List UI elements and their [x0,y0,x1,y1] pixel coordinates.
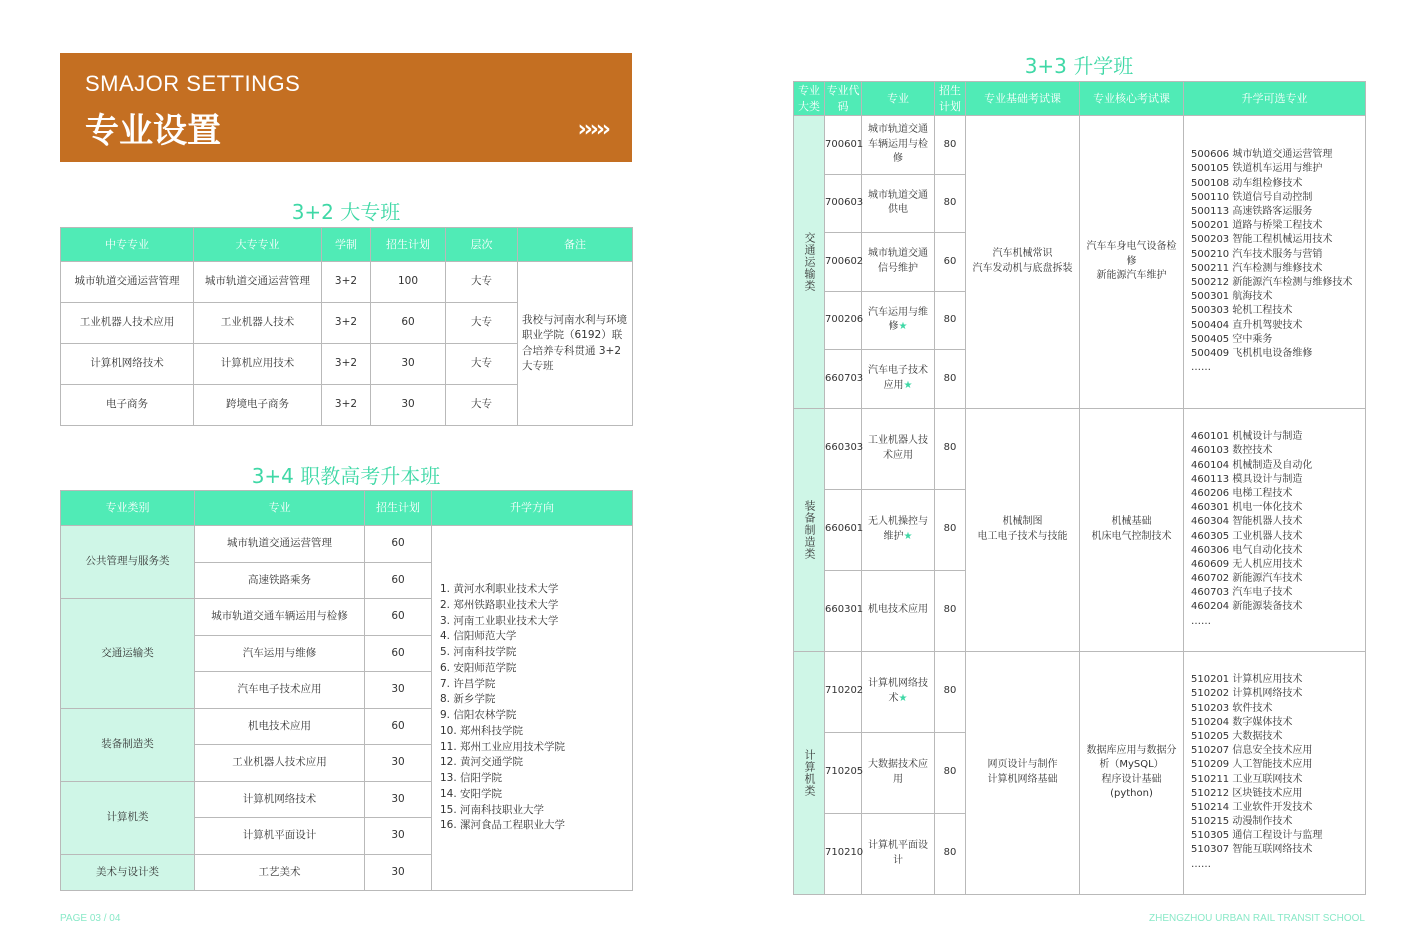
optional-major: 510203 软件技术 [1191,702,1273,714]
basic-course: 计算机网络基础 [987,773,1058,785]
table-3plus4 [60,490,633,891]
plan-cell: 80 [935,651,966,732]
basic-course: 汽车机械常识 [992,248,1053,260]
star-icon: ★ [903,379,913,391]
direction-item: 10. 郑州科技学院 [440,724,524,737]
direction-item: 8. 新乡学院 [440,693,496,706]
category-label: 装备制造类 [802,499,816,560]
plan-cell: 30 [365,781,432,818]
core-course: 新能源汽车维护 [1096,270,1167,281]
table-3plus3 [793,81,1366,895]
table-cell: 3+2 [322,385,371,426]
table-cell: 跨境电子商务 [194,385,322,426]
column-header: 专业类别 [61,491,195,526]
optional-major: 510211 工业互联网技术 [1191,773,1303,785]
major-cell: 计算机网络技术 [195,781,365,818]
major-cell [862,570,935,651]
code-cell: 660703 [825,350,862,409]
plan-cell: 80 [935,174,966,233]
optional-major: 500405 空中乘务 [1191,333,1273,345]
column-header: 中专专业 [61,228,194,262]
plan-cell: 60 [365,635,432,672]
table-cell: 30 [371,385,446,426]
star-icon: ★ [898,321,908,333]
code-cell: 700603 [825,174,862,233]
direction-item: 1. 黄河水利职业技术大学 [440,583,559,595]
column-header: 升学方向 [432,491,633,526]
direction-item: 2. 郑州铁路职业技术大学 [440,598,559,611]
table-cell: 3+2 [322,344,371,385]
column-header: 专业代码 [825,82,862,116]
core-course: (python) [1110,788,1153,799]
optional-major: 510205 大数据技术 [1191,730,1283,742]
optional-major: 500404 直升机驾驶技术 [1191,319,1303,331]
table-cell: 城市轨道交通运营管理 [61,262,194,303]
category-cell [794,408,825,651]
category-cell [794,651,825,894]
optional-major: 460306 电气自动化技术 [1191,544,1303,556]
basic-course: 网页设计与制作 [987,759,1058,770]
plan-cell: 80 [935,813,966,894]
table-row [61,262,633,303]
optional-major: 460101 机械设计与制造 [1191,431,1303,443]
table-cell: 60 [371,303,446,344]
table-cell: 城市轨道交通运营管理 [194,262,322,303]
optional-major: …… [1191,615,1211,627]
column-header: 专业核心考试课 [1080,82,1184,116]
header-banner [60,53,632,162]
optional-major: 510212 区块链技术应用 [1191,787,1303,799]
major-cell [862,116,935,175]
table-cell: 大专 [446,385,518,426]
direction-item: 3. 河南工业职业技术大学 [440,614,559,627]
plan-cell: 30 [365,854,432,891]
major-cell [862,732,935,813]
code-cell: 660601 [825,489,862,570]
optional-major: 500110 铁道信号自动控制 [1191,191,1313,203]
optional-major: 460703 汽车电子技术 [1191,587,1293,599]
category-cell: 美术与设计类 [61,854,195,891]
section-title-3plus4: 3+4 职教高考升本班 [251,464,441,488]
optional-major: 460305 工业机器人技术 [1191,530,1303,542]
plan-cell: 60 [365,562,432,599]
optional-major: 460103 数控技术 [1191,445,1273,457]
direction-item: 11. 郑州工业应用技术学院 [440,740,566,753]
banner-chinese-title: 专业设置 [85,111,221,151]
category-cell: 装备制造类 [61,708,195,781]
optional-major: 500201 道路与桥梁工程技术 [1191,220,1323,232]
major-name: 城市轨道交通供电 [868,189,928,216]
optional-major: 500113 高速铁路客运服务 [1191,206,1313,217]
optional-major: 500301 航海技术 [1191,291,1273,303]
banner-english-title: SMAJOR SETTINGS [85,71,301,96]
optional-major: 460702 新能源汽车技术 [1191,573,1303,585]
column-header: 层次 [446,228,518,262]
optional-major: 500409 飞机机电设备维修 [1191,347,1313,359]
optional-major: 500203 智能工程机械运用技术 [1191,234,1333,246]
major-cell: 工业机器人技术应用 [195,745,365,782]
direction-item: 15. 河南科技职业大学 [440,803,545,816]
optional-major: …… [1191,362,1211,374]
direction-item: 7. 许昌学院 [440,677,496,690]
optional-major: 500303 轮机工程技术 [1191,305,1293,317]
optional-major: 500606 城市轨道交通运营管理 [1191,149,1333,161]
code-cell: 700602 [825,233,862,292]
major-cell [862,291,935,350]
major-name: 汽车运用与维修 [868,306,928,333]
major-cell [862,651,935,732]
table-cell: 30 [371,344,446,385]
plan-cell: 30 [365,745,432,782]
star-icon: ★ [903,530,913,542]
basic-course-cell [966,651,1080,894]
optional-major: 510307 智能互联网络技术 [1191,844,1313,856]
code-cell: 710205 [825,732,862,813]
column-header: 招生计划 [371,228,446,262]
major-cell: 城市轨道交通运营管理 [195,526,365,563]
direction-cell [432,526,633,891]
table-cell: 大专 [446,344,518,385]
table-cell: 工业机器人技术应用 [61,303,194,344]
major-cell [862,350,935,409]
basic-course: 电工电子技术与技能 [977,530,1068,542]
core-course: 汽车车身电气设备检修 [1086,241,1177,267]
section-title-3plus3: 3+3 升学班 [1024,54,1134,78]
optional-major: 460301 机电一体化技术 [1191,502,1303,514]
plan-cell: 80 [935,489,966,570]
direction-item: 16. 漯河食品工程职业大学 [440,819,566,832]
column-header: 招生计划 [365,491,432,526]
code-cell: 710210 [825,813,862,894]
table-cell: 大专 [446,303,518,344]
direction-item: 4. 信阳师范大学 [440,630,517,643]
category-label: 交通运输类 [802,231,816,292]
direction-item: 5. 河南科技学院 [440,646,517,658]
code-cell: 710202 [825,651,862,732]
direction-item: 14. 安阳学院 [440,787,503,800]
optional-major: 460113 模具设计与制造 [1191,473,1303,485]
column-header: 大专专业 [194,228,322,262]
major-cell: 高速铁路乘务 [195,562,365,599]
optional-major: 500212 新能源汽车检测与维修技术 [1191,276,1353,288]
plan-cell: 80 [935,570,966,651]
page-number: PAGE 03 / 04 [60,913,121,924]
major-cell [862,813,935,894]
table-cell: 100 [371,262,446,303]
star-icon: ★ [898,692,908,704]
core-course-cell [1080,651,1184,894]
column-header: 专业 [862,82,935,116]
major-cell: 计算机平面设计 [195,818,365,855]
basic-course-cell [966,408,1080,651]
table-row [794,408,1366,489]
optional-major: 460204 新能源装备技术 [1191,601,1303,613]
table-cell: 电子商务 [61,385,194,426]
optional-major: 500108 动车组检修技术 [1191,177,1303,189]
table-cell: 计算机应用技术 [194,344,322,385]
category-cell: 计算机类 [61,781,195,854]
major-name: 汽车电子技术应用 [868,365,928,391]
column-header: 专业 [195,491,365,526]
optional-major: 510207 信息安全技术应用 [1191,745,1313,757]
plan-cell: 80 [935,408,966,489]
remark-cell: 我校与河南水利与环境职业学院（6192）联合培养专科贯通 3+2 大专班 [518,262,633,426]
optional-major: …… [1191,858,1211,870]
major-name: 无人机操控与维护 [868,516,928,542]
plan-cell: 80 [935,350,966,409]
optional-major: 500210 汽车技术服务与营销 [1191,248,1323,260]
major-cell: 汽车电子技术应用 [195,672,365,709]
core-course: 数据库应用与数据分析（MySQL） [1086,744,1177,770]
optional-major: 460104 机械制造及自动化 [1191,459,1313,471]
category-label: 计算机类 [802,748,816,797]
column-header: 升学可选专业 [1184,82,1366,116]
table-row [61,526,633,563]
major-cell: 工艺美术 [195,854,365,891]
major-cell [862,174,935,233]
code-cell: 660303 [825,408,862,489]
basic-course: 机械制图 [1002,516,1043,527]
optional-major: 510209 人工智能技术应用 [1191,759,1313,771]
optional-major: 500211 汽车检测与维修技术 [1191,262,1323,274]
optional-major: 510201 计算机应用技术 [1191,674,1303,686]
core-course-cell [1080,116,1184,409]
plan-cell: 80 [935,291,966,350]
code-cell: 700601 [825,116,862,175]
optional-major: 460206 电梯工程技术 [1191,487,1293,499]
column-header: 专业基础考试课 [966,82,1080,116]
category-cell: 公共管理与服务类 [61,526,195,599]
category-cell [794,116,825,409]
major-name: 城市轨道交通车辆运用与检修 [868,124,928,164]
major-cell: 机电技术应用 [195,708,365,745]
major-name: 工业机器人技术应用 [868,435,928,461]
major-cell [862,489,935,570]
major-cell: 城市轨道交通车辆运用与检修 [195,599,365,636]
basic-course: 汽车发动机与底盘拆装 [972,262,1073,274]
major-cell [862,233,935,292]
optional-majors-cell [1184,651,1366,894]
optional-major: 510215 动漫制作技术 [1191,816,1293,828]
major-cell: 汽车运用与维修 [195,635,365,672]
direction-item: 9. 信阳农林学院 [440,709,517,721]
optional-majors-cell [1184,408,1366,651]
core-course: 程序设计基础 [1101,773,1162,785]
plan-cell: 60 [365,526,432,563]
core-course: 机械基础 [1111,516,1152,527]
chevron-right-icon: ››››› [577,117,608,142]
table-3plus2 [60,227,633,426]
table-cell: 3+2 [322,303,371,344]
optional-major: 510305 通信工程设计与监理 [1191,830,1323,842]
column-header: 备注 [518,228,633,262]
core-course: 机床电气控制技术 [1091,530,1172,542]
optional-major: 510204 数字媒体技术 [1191,716,1293,728]
table-cell: 大专 [446,262,518,303]
plan-cell: 60 [365,708,432,745]
major-name: 计算机网络技术 [868,678,928,704]
optional-major: 510202 计算机网络技术 [1191,688,1303,700]
plan-cell: 30 [365,818,432,855]
category-cell: 交通运输类 [61,599,195,709]
direction-item: 13. 信阳学院 [440,772,503,784]
optional-majors-cell [1184,116,1366,409]
code-cell: 660301 [825,570,862,651]
optional-major: 500105 铁道机车运用与维护 [1191,163,1323,175]
column-header: 专业大类 [794,82,825,116]
table-cell: 计算机网络技术 [61,344,194,385]
optional-major: 510214 工业软件开发技术 [1191,801,1313,813]
direction-item: 6. 安阳师范学院 [440,661,517,674]
school-name: ZHENGZHOU URBAN RAIL TRANSIT SCHOOL [1149,913,1365,924]
column-header: 学制 [322,228,371,262]
table-cell: 3+2 [322,262,371,303]
table-cell: 工业机器人技术 [194,303,322,344]
major-cell [862,408,935,489]
major-name: 城市轨道交通信号维护 [868,248,928,274]
code-cell: 700206 [825,291,862,350]
table-row [794,116,1366,175]
plan-cell: 60 [935,233,966,292]
optional-major: 460609 无人机应用技术 [1191,558,1303,570]
direction-item: 12. 黄河交通学院 [440,756,524,769]
major-name: 大数据技术应用 [868,759,928,785]
section-title-3plus2: 3+2 大专班 [291,200,401,224]
table-row [794,651,1366,732]
core-course-cell [1080,408,1184,651]
plan-cell: 60 [365,599,432,636]
major-name: 机电技术应用 [868,604,928,616]
column-header: 招生计划 [935,82,966,116]
plan-cell: 30 [365,672,432,709]
major-name: 计算机平面设计 [868,840,928,866]
optional-major: 460304 智能机器人技术 [1191,516,1303,528]
plan-cell: 80 [935,116,966,175]
basic-course-cell [966,116,1080,409]
plan-cell: 80 [935,732,966,813]
